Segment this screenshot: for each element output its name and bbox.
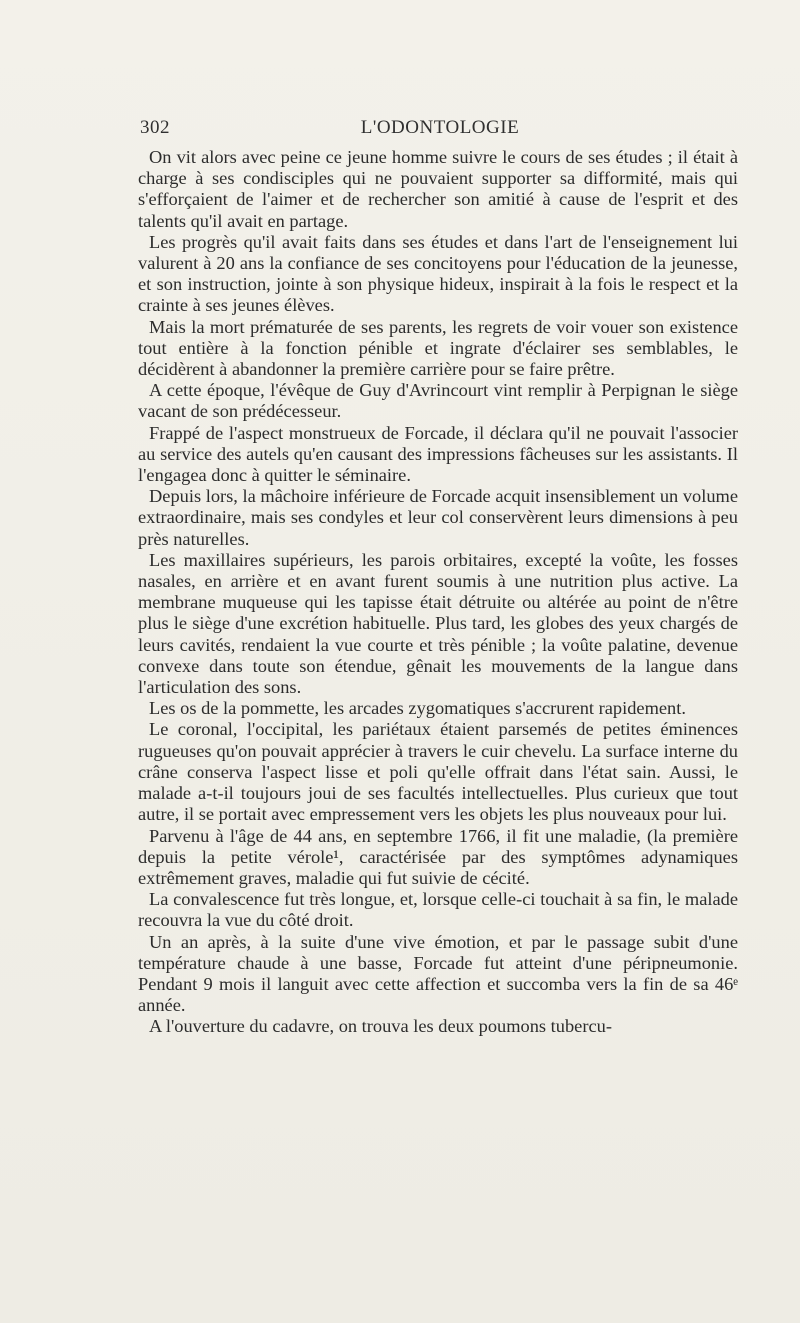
paragraph: A l'ouverture du cadavre, on trouva les deux poumons tubercu- xyxy=(149,1016,612,1037)
paragraph: Les progrès qu'il avait faits dans ses études et dans l'art de l'enseignement lui valurent à 20 ans la confiance de ses concitoyens pour l'éducation de la jeunesse, et son instruction, jointe à son physique hideux, inspirait à la fois le respect et la crainte à ses jeunes élèves. xyxy=(138,231,738,316)
paragraph: On vit alors avec peine ce jeune homme suivre le cours de ses études ; il était à charge à ses condisciples qui ne pouvaient supporter sa difformité, mais qui s'efforçaient de l'aimer et de rechercher son amitié à cause de l'esprit et des talents qu'il avait en partage. xyxy=(138,147,738,231)
running-title: L'ODONTOLOGIE xyxy=(360,117,520,138)
page-number: 302 xyxy=(140,117,170,138)
body-text xyxy=(138,147,738,1038)
page-header xyxy=(140,117,740,141)
paragraph: Mais la mort prématurée de ses parents, les regrets de voir vouer son existence tout entière à la fonction pénible et ingrate d'éclairer ses semblables, le décidèrent à abandonner la première carrière pour se faire prêtre. xyxy=(138,316,738,380)
paragraph: Les maxillaires supérieurs, les parois orbitaires, excepté la voûte, les fosses nasales, en arrière et en avant furent soumis à une nutrition plus active. La membrane muqueuse qui les tapisse était détruite ou altérée au point de n'être plus le siège d'une excrétion habituelle. Plus tard, les globes des yeux chargés de leurs cavités, rendaient la vue courte et très pénible ; la voûte palatine, devenue convexe dans toute son étendue, gênait les mouvements de la langue dans l'articulation des sons. xyxy=(138,549,738,698)
paragraph: Les os de la pommette, les arcades zygomatiques s'accrurent rapidement. xyxy=(149,698,686,719)
paragraph: Depuis lors, la mâchoire inférieure de Forcade acquit insensiblement un volume extraordinaire, mais ses condyles et leur col conservèrent leurs dimensions à peu près naturelles. xyxy=(138,486,738,549)
paragraph: La convalescence fut très longue, et, lorsque celle-ci touchait à sa fin, le malade recouvra la vue du côté droit. xyxy=(138,889,738,931)
paragraph: Parvenu à l'âge de 44 ans, en septembre 1766, il fit une maladie, (la première depuis la petite vérole¹, caractérisée par des symptômes adynamiques extrêmement graves, maladie qui fut suivie de cécité. xyxy=(138,825,738,888)
paragraph: Un an après, à la suite d'une vive émotion, et par le passage subit d'une température chaude à une basse, Forcade fut atteint d'une péripneumonie. Pendant 9 mois il languit avec cette affection et succomba vers la fin de sa 46ᵉ année. xyxy=(138,931,738,1016)
paragraph: Frappé de l'aspect monstrueux de Forcade, il déclara qu'il ne pouvait l'associer au service des autels qu'en causant des impressions fâcheuses sur les assistants. Il l'engagea donc à quitter le séminaire. xyxy=(138,422,738,486)
paragraph: A cette époque, l'évêque de Guy d'Avrincourt vint remplir à Perpignan le siège vacant de son prédécesseur. xyxy=(138,380,738,422)
paragraph: Le coronal, l'occipital, les pariétaux étaient parsemés de petites éminences rugueuses qu'on pouvait apprécier à travers le cuir chevelu. La surface interne du crâne conserva l'aspect lisse et poli qu'elle offrait dans l'état sain. Aussi, le malade a-t-il toujours joui de ses facultés intellectuelles. Plus curieux que tout autre, il se portait avec empressement vers les objets les plus nouveaux pour lui. xyxy=(138,719,738,825)
